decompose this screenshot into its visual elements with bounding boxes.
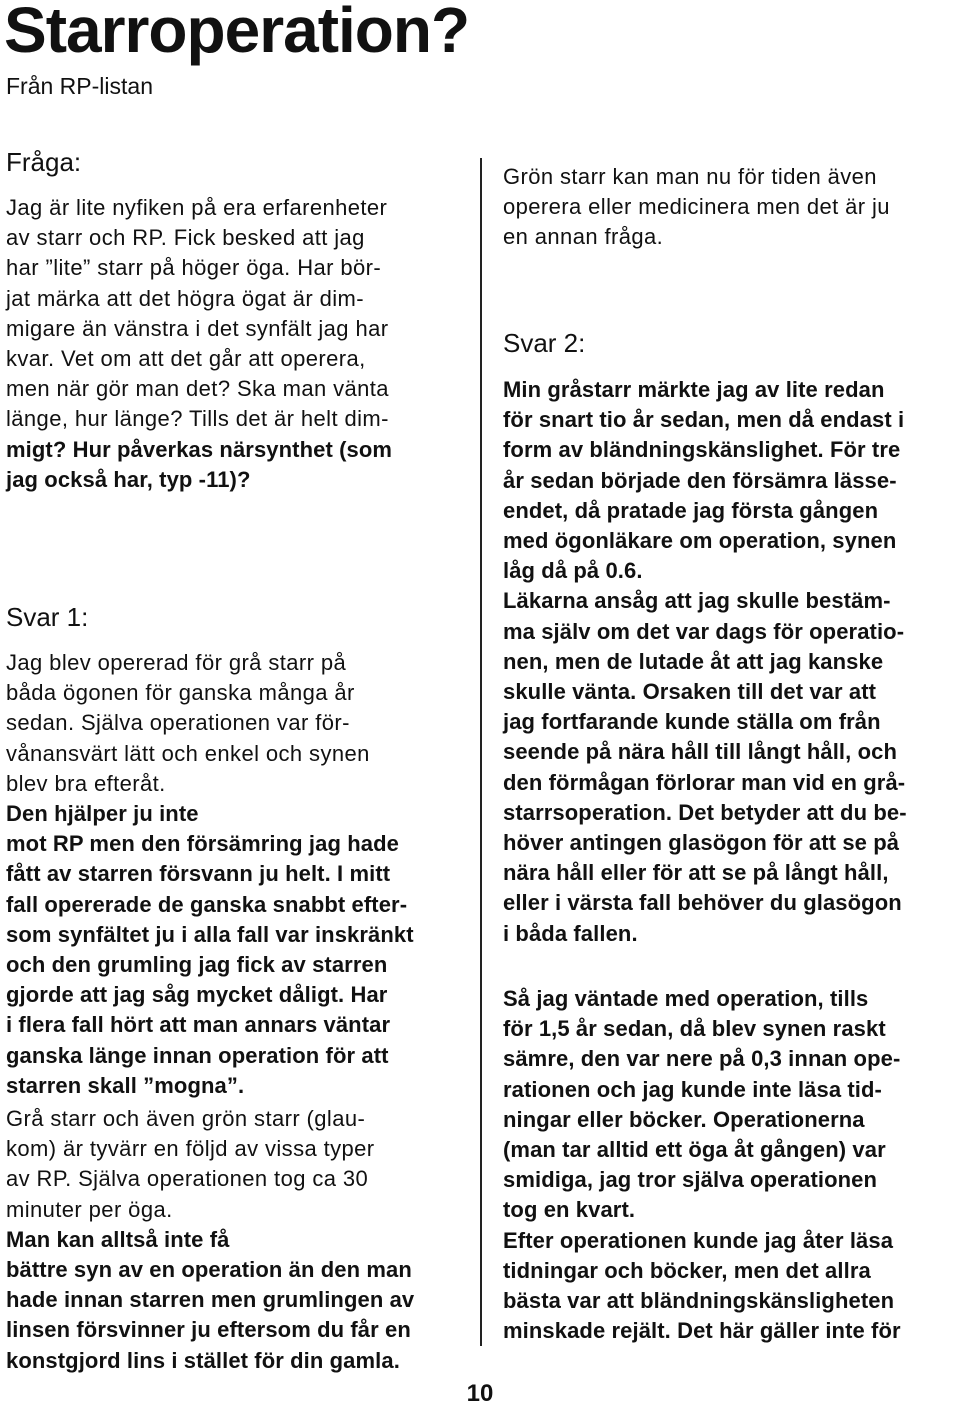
answer1-paragraph2 (6, 1104, 458, 1376)
answer2-continued (503, 984, 958, 1346)
answer2-paragraph3: Så jag väntade med operation, tills för 1,5 år sedan, då blev synen raskt sämre, den var nere på 0,3 innan ope- rationen och jag kunde inte läsa tid- ningar eller böcker. Operationerna (man tar alltid ett öga åt gången) var smidiga, jag tror själva operationen tog en kvart. (503, 986, 901, 1223)
answer2-heading: Svar 2: (503, 328, 586, 358)
question-section (6, 147, 458, 177)
page-number: 10 (466, 1380, 494, 1407)
answer2-paragraph1: Min gråstarr märkte jag av lite redan för snart tio år sedan, men då endast i form av bländningskänslighet. För tre år sedan började den försämra lässe- endet, då pratade jag första gången med ögonläkare om operation, synen låg då på 0.6. (503, 377, 905, 584)
answer1-section (6, 602, 458, 632)
page-subtitle: Från RP-listan (6, 73, 153, 99)
question-text: Jag är lite nyfiken på era erfarenheter av starr och RP. Fick besked att jag har ”lite” starr på höger öga. Har bör- jat märka att det högra ögat är dim- migare än vänstra i det synfält jag har kvar. Vet om att det går att operera, men när gör man det? Ska man vänta länge, hur länge? Tills det är helt dim- (6, 195, 389, 432)
column-divider (480, 158, 482, 1346)
question-heading: Fråga: (6, 147, 82, 177)
answer2-body (503, 375, 958, 949)
question-body (6, 193, 458, 495)
answer1-text: Jag blev opererad för grå starr på båda ögonen för ganska många år sedan. Själva operationen var för- vånansvärt lätt och enkel och synen blev bra efteråt. (6, 650, 370, 796)
answer1-body (6, 648, 458, 1101)
answer2-paragraph4: Efter operationen kunde jag åter läsa tidningar och böcker, men det allra bästa var att bländningskänsligheten minskade rejält. Det här gäller inte för (503, 1227, 901, 1344)
page-title: Starroperation? (4, 0, 470, 66)
question-text-bold: migt? Hur påverkas närsynthet (som jag också har, typ -11)? (6, 436, 393, 492)
answer1-paragraph2-text-bold: Man kan alltså inte få bättre syn av en operation än den man hade innan starren men grumlingen av linsen försvinner ju eftersom du får en konstgjord lins i stället för din gamla. (6, 1226, 415, 1373)
answer1-continued-text: Grön starr kan man nu för tiden även operera eller medicinera men det är ju en annan fråga. (503, 164, 890, 250)
answer1-continued (503, 162, 958, 253)
answer2-section (503, 328, 958, 358)
answer1-heading: Svar 1: (6, 602, 89, 632)
answer2-paragraph2: Läkarna ansåg att jag skulle bestäm- ma själv om det var dags för operatio- nen, men de lutade åt att jag kanske skulle vänta. Orsaken till det var att jag fortfarande kunde ställa om från seende på nära håll till långt håll, och den förmågan förlorar man vid en grå- starrsoperation. Det betyder att du be- höver antingen glasögon för att se på nära håll eller för att se på långt håll, eller i värsta fall behöver du glasögon i båda fallen. (503, 588, 907, 946)
answer1-text-bold: Den hjälper ju inte mot RP men den försämring jag hade fått av starren försvann ju helt. I mitt fall opererade de ganska snabbt efter- som synfältet ju i alla fall var inskränkt och den grumling jag fick av starren gjorde att jag såg mycket dåligt. Har i flera fall hört att man annars väntar ganska länge innan operation för att starren skall ”mogna”. (6, 801, 414, 1098)
answer1-paragraph2-text: Grå starr och även grön starr (glau- kom) är tyvärr en följd av vissa typer av RP. Själva operationen tog ca 30 minuter per öga. (6, 1106, 375, 1222)
